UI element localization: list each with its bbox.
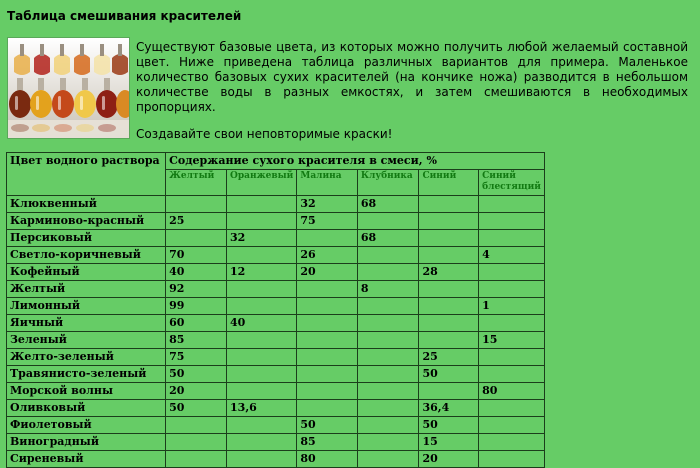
percent-cell (227, 434, 297, 451)
percent-cell (297, 298, 357, 315)
dye-content-header: Содержание сухого красителя в смеси, % (166, 153, 545, 170)
percent-cell (227, 247, 297, 264)
percent-cell (479, 434, 545, 451)
percent-cell (297, 349, 357, 366)
intro-text (136, 40, 688, 142)
percent-cell (357, 451, 419, 468)
percent-cell: 50 (419, 366, 479, 383)
dye-header-1: Оранжевый (227, 170, 297, 196)
percent-cell (479, 281, 545, 298)
table-row (7, 383, 545, 400)
percent-cell: 68 (357, 230, 419, 247)
table-row (7, 230, 545, 247)
percent-cell: 50 (297, 417, 357, 434)
dye-mixing-table (6, 152, 545, 468)
percent-cell (419, 196, 479, 213)
percent-cell: 68 (357, 196, 419, 213)
percent-cell (357, 400, 419, 417)
page-title: Таблица смешивания красителей (7, 9, 242, 23)
percent-cell: 40 (166, 264, 227, 281)
percent-cell: 13,6 (227, 400, 297, 417)
percent-cell: 4 (479, 247, 545, 264)
percent-cell (479, 451, 545, 468)
percent-cell: 99 (166, 298, 227, 315)
color-name-cell: Морской волны (7, 383, 166, 400)
percent-cell (479, 366, 545, 383)
color-name-cell: Кофейный (7, 264, 166, 281)
percent-cell (227, 213, 297, 230)
dye-header-0: Желтый (166, 170, 227, 196)
percent-cell: 60 (166, 315, 227, 332)
color-name-cell: Персиковый (7, 230, 166, 247)
color-name-cell: Желтый (7, 281, 166, 298)
percent-cell (479, 315, 545, 332)
percent-cell (227, 332, 297, 349)
percent-cell: 36,4 (419, 400, 479, 417)
percent-cell (166, 434, 227, 451)
percent-cell (419, 281, 479, 298)
color-name-cell: Сиреневый (7, 451, 166, 468)
percent-cell: 32 (297, 196, 357, 213)
percent-cell (297, 400, 357, 417)
percent-cell: 50 (166, 366, 227, 383)
intro-paragraph: Существуют базовые цвета, из которых можно получить любой желаемый составной цвет. Ниже приведена таблица различных вариантов для примера. Маленькое количество базовых сухих красителей (на кончике ножа) разводится в небольшом количестве воды в разных емкостях, и затем смешиваются в необходимых пропорциях. (136, 40, 688, 114)
percent-cell (479, 349, 545, 366)
percent-cell (166, 196, 227, 213)
percent-cell (479, 264, 545, 281)
percent-cell (479, 417, 545, 434)
percent-cell (419, 230, 479, 247)
percent-cell (357, 366, 419, 383)
percent-cell: 25 (166, 213, 227, 230)
percent-cell (479, 230, 545, 247)
table-row (7, 196, 545, 213)
percent-cell: 20 (166, 383, 227, 400)
percent-cell (166, 230, 227, 247)
percent-cell: 75 (166, 349, 227, 366)
percent-cell (227, 451, 297, 468)
percent-cell: 15 (479, 332, 545, 349)
percent-cell (419, 298, 479, 315)
percent-cell (227, 298, 297, 315)
percent-cell (297, 332, 357, 349)
table-row (7, 281, 545, 298)
color-name-cell: Виноградный (7, 434, 166, 451)
dye-header-5: Синий блестящий (479, 170, 545, 196)
percent-cell (357, 315, 419, 332)
table-row (7, 298, 545, 315)
percent-cell (357, 417, 419, 434)
percent-cell: 25 (419, 349, 479, 366)
percent-cell: 12 (227, 264, 297, 281)
percent-cell (357, 264, 419, 281)
percent-cell (479, 196, 545, 213)
color-name-cell: Карминово-красный (7, 213, 166, 230)
percent-cell (297, 366, 357, 383)
percent-cell (227, 383, 297, 400)
percent-cell (419, 383, 479, 400)
percent-cell (227, 417, 297, 434)
dye-bottles-photo-icon (8, 38, 129, 138)
percent-cell: 80 (297, 451, 357, 468)
percent-cell (419, 247, 479, 264)
percent-cell: 26 (297, 247, 357, 264)
table-row (7, 213, 545, 230)
percent-cell (419, 315, 479, 332)
percent-cell: 28 (419, 264, 479, 281)
percent-cell (227, 366, 297, 383)
table-row (7, 400, 545, 417)
percent-cell: 85 (297, 434, 357, 451)
percent-cell (357, 383, 419, 400)
percent-cell (227, 196, 297, 213)
percent-cell (297, 281, 357, 298)
call-to-action: Создавайте свои неповторимые краски! (136, 127, 393, 141)
color-name-cell: Лимонный (7, 298, 166, 315)
color-name-cell: Фиолетовый (7, 417, 166, 434)
percent-cell (297, 315, 357, 332)
color-name-cell: Зеленый (7, 332, 166, 349)
percent-cell (357, 434, 419, 451)
percent-cell: 50 (419, 417, 479, 434)
percent-cell: 70 (166, 247, 227, 264)
percent-cell (297, 230, 357, 247)
percent-cell: 75 (297, 213, 357, 230)
table-row (7, 366, 545, 383)
percent-cell (357, 332, 419, 349)
percent-cell (479, 213, 545, 230)
percent-cell: 20 (297, 264, 357, 281)
percent-cell: 15 (419, 434, 479, 451)
percent-cell (297, 383, 357, 400)
percent-cell: 1 (479, 298, 545, 315)
color-column-header: Цвет водного раствора (7, 153, 166, 196)
percent-cell: 8 (357, 281, 419, 298)
percent-cell (419, 332, 479, 349)
percent-cell (419, 213, 479, 230)
percent-cell (357, 213, 419, 230)
table-row (7, 332, 545, 349)
dye-header-4: Синий (419, 170, 479, 196)
percent-cell (357, 349, 419, 366)
percent-cell: 50 (166, 400, 227, 417)
table-row (7, 451, 545, 468)
table-row (7, 315, 545, 332)
table-row (7, 417, 545, 434)
table-row (7, 434, 545, 451)
percent-cell (357, 298, 419, 315)
color-name-cell: Яичный (7, 315, 166, 332)
color-name-cell: Оливковый (7, 400, 166, 417)
table-row (7, 247, 545, 264)
color-name-cell: Травянисто-зеленый (7, 366, 166, 383)
color-name-cell: Светло-коричневый (7, 247, 166, 264)
table-row (7, 264, 545, 281)
percent-cell (227, 349, 297, 366)
percent-cell: 40 (227, 315, 297, 332)
color-name-cell: Клюквенный (7, 196, 166, 213)
percent-cell (166, 417, 227, 434)
percent-cell: 20 (419, 451, 479, 468)
percent-cell (227, 281, 297, 298)
percent-cell (357, 247, 419, 264)
table-row (7, 349, 545, 366)
dye-header-3: Клубника (357, 170, 419, 196)
percent-cell: 85 (166, 332, 227, 349)
percent-cell: 80 (479, 383, 545, 400)
color-name-cell: Желто-зеленый (7, 349, 166, 366)
percent-cell (166, 451, 227, 468)
percent-cell: 92 (166, 281, 227, 298)
dye-header-2: Малина (297, 170, 357, 196)
percent-cell (479, 400, 545, 417)
percent-cell: 32 (227, 230, 297, 247)
